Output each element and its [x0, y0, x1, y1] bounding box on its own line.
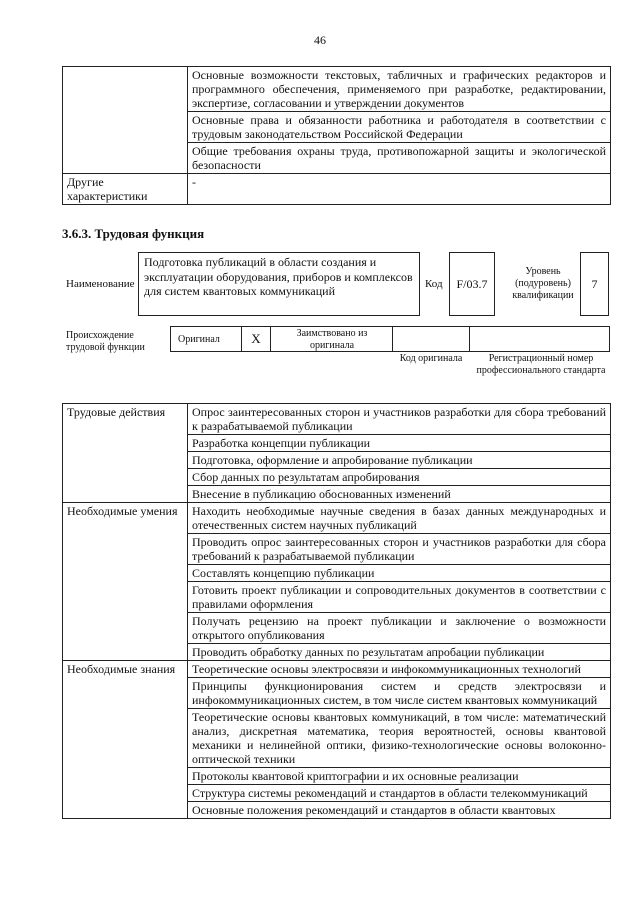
name-value: Подготовка публикаций в области создания и эксплуатации оборудования, приборов и комплексов для систем квантовых коммуникаций [144, 255, 413, 298]
original-label: Оригинал [178, 334, 220, 345]
code-label: Код [425, 278, 443, 290]
table-row [63, 174, 611, 205]
table-cell: Теоретические основы квантовых коммуникаций, в том числе: математический анализ, дискретная математика, теория вероятностей, основы квантовой механики и нелинейной оптики, физико-технологические основы волоконно-оптической техники [188, 709, 611, 768]
table-cell [63, 67, 188, 112]
name-label: Наименование [66, 278, 135, 290]
section-title: 3.6.3. Трудовая функция [62, 226, 205, 241]
table-cell: Основные возможности текстовых, табличных и графических редакторов и программного обеспечения, применяемого при разработке, редактировании, экспертизе, согласовании и утверждении документов [188, 67, 611, 112]
code-value-box [449, 252, 495, 316]
borrowed-label: Заимствовано из оригинала [296, 328, 368, 351]
table-cell: Проводить обработку данных по результатам апробации публикации [188, 644, 611, 661]
table-cell: Основные положения рекомендаций и стандартов в области квантовых [188, 802, 611, 819]
table-row [63, 404, 611, 435]
table-cell: Протоколы квантовой криптографии и их основные реализации [188, 768, 611, 785]
table-cell: Принципы функционирования систем и средств электросвязи и инфокоммуникационных систем, в том числе систем квантовых коммуникаций [188, 678, 611, 709]
level-value-box [580, 252, 609, 316]
table-row [63, 661, 611, 678]
level-value: 7 [591, 277, 598, 291]
divider [392, 326, 393, 352]
divider [469, 326, 470, 352]
table-row [63, 143, 611, 174]
table-cell: Структура системы рекомендаций и стандартов в области телекоммуникаций [188, 785, 611, 802]
group-label: Трудовые действия [63, 404, 188, 503]
table-cell: Получать рецензию на проект публикации и заключение о возможности открытого опубликования [188, 613, 611, 644]
table-cell: Подготовка, оформление и апробирование публикации [188, 452, 611, 469]
table-cell: Сбор данных по результатам апробирования [188, 469, 611, 486]
top-table [62, 66, 611, 205]
name-value-box [138, 252, 420, 316]
table-cell: Составлять концепцию публикации [188, 565, 611, 582]
table-cell [63, 112, 188, 143]
divider [270, 326, 271, 352]
table-cell [63, 143, 188, 174]
origin-label: Происхождение трудовой функции [66, 330, 145, 353]
level-label: Уровень (подуровень) квалификации [512, 266, 574, 301]
main-table [62, 403, 611, 819]
table-cell: Теоретические основы электросвязи и инфокоммуникационных технологий [188, 661, 611, 678]
table-row [63, 503, 611, 534]
group-label: Необходимые умения [63, 503, 188, 661]
table-cell: Основные права и обязанности работника и работодателя в соответствии с трудовым законодательством Российской Федерации [188, 112, 611, 143]
table-row [63, 67, 611, 112]
table-cell: Проводить опрос заинтересованных сторон и участников разработки для сбора требований к разрабатываемой публикации [188, 534, 611, 565]
code-value: F/03.7 [456, 277, 488, 291]
table-cell: Разработка концепции публикации [188, 435, 611, 452]
table-cell: Внесение в публикацию обоснованных изменений [188, 486, 611, 503]
group-label: Необходимые знания [63, 661, 188, 819]
page-number: 46 [314, 33, 326, 47]
table-cell: Готовить проект публикации и сопроводительных документов в соответствии с правилами оформления [188, 582, 611, 613]
table-row [63, 112, 611, 143]
table-cell: Общие требования охраны труда, противопожарной защиты и экологической безопасности [188, 143, 611, 174]
code-original-caption: Код оригинала [399, 353, 463, 364]
table-cell: Другие характеристики [63, 174, 188, 205]
table-cell: Находить необходимые научные сведения в базах данных международных и отечественных систем научных публикаций [188, 503, 611, 534]
reg-number-caption: Регистрационный номер профессионального стандарта [476, 353, 606, 376]
table-cell: - [188, 174, 611, 205]
table-cell: Опрос заинтересованных сторон и участников разработки для сбора требований к разрабатываемой публикации [188, 404, 611, 435]
original-mark: X [251, 331, 261, 346]
